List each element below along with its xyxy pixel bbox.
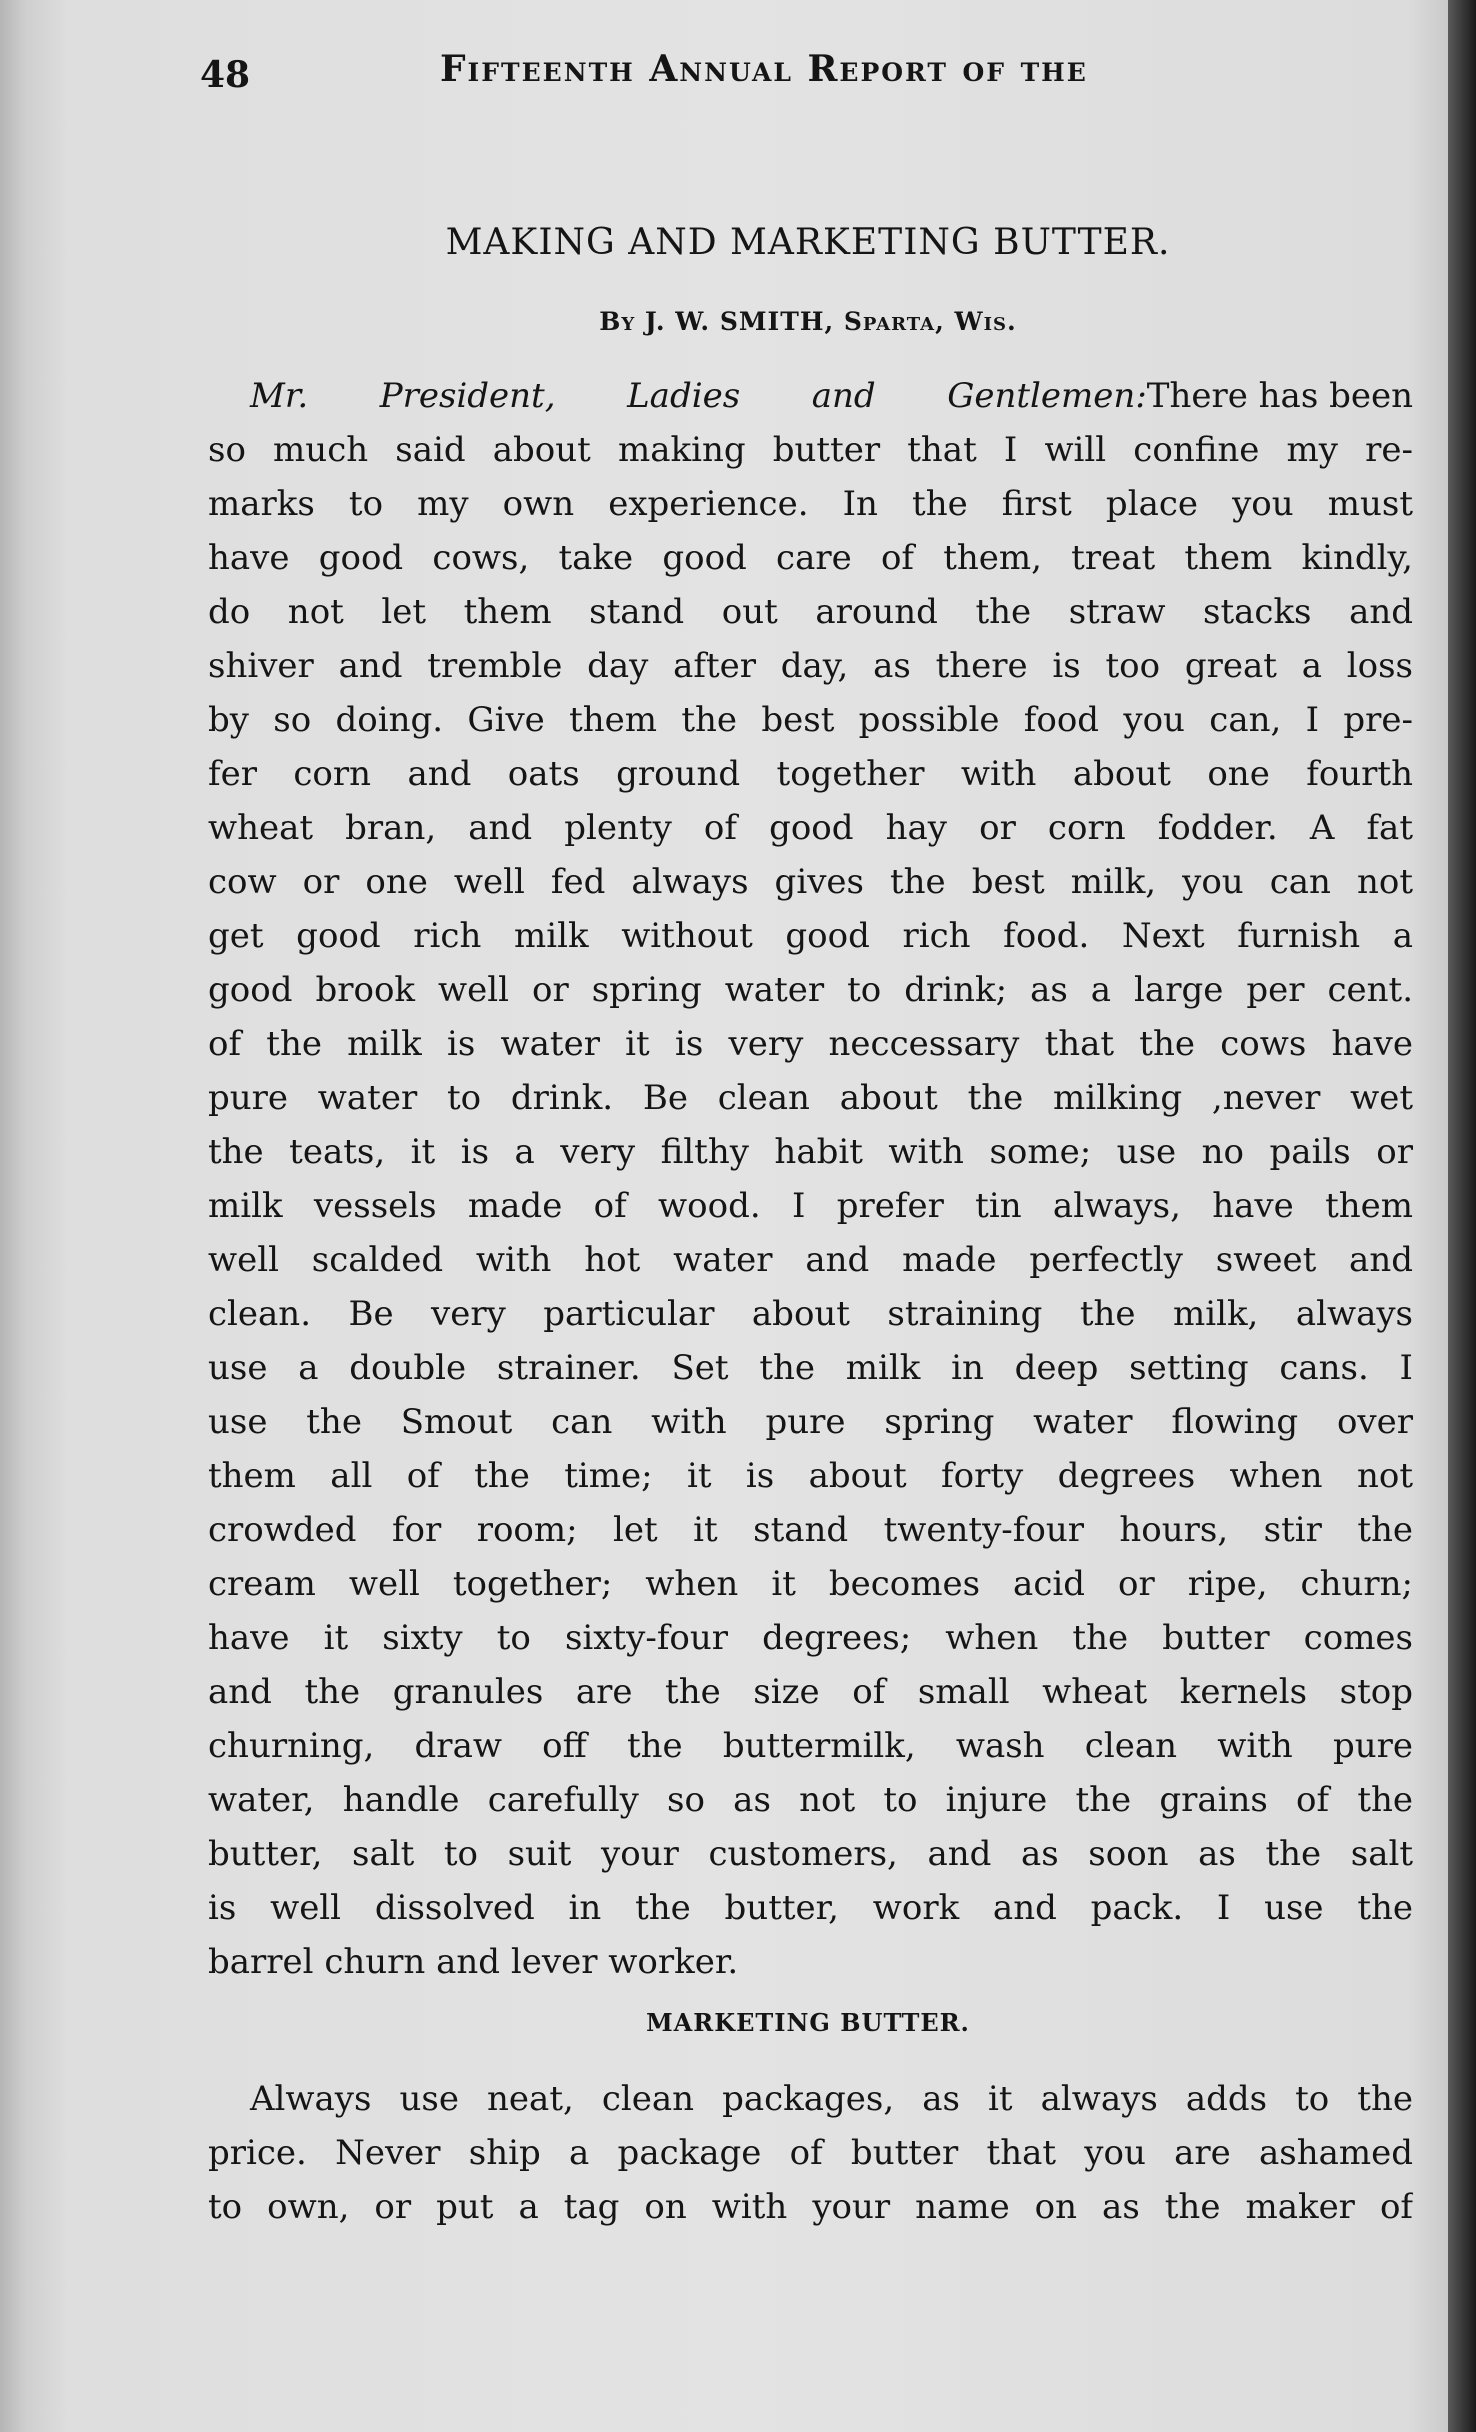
- text-line: cream well together; when it becomes acid or ripe, churn;: [208, 1564, 1413, 1604]
- text-line: them all of the time; it is about forty degrees when not: [208, 1456, 1413, 1496]
- text-line: and the granules are the size of small wheat kernels stop: [208, 1672, 1413, 1712]
- text-line: so much said about making butter that I will confine my re-: [208, 430, 1413, 470]
- text-line: marks to my own experience. In the first place you must: [208, 484, 1413, 524]
- text-line: do not let them stand out around the straw stacks and: [208, 592, 1413, 632]
- text-line: have it sixty to sixty-four degrees; when the butter comes: [208, 1618, 1413, 1658]
- text-line: shiver and tremble day after day, as there is too great a loss: [208, 646, 1413, 686]
- article-title: MAKING AND MARKETING BUTTER.: [445, 222, 1171, 263]
- running-title: Fifteenth Annual Report of the: [440, 48, 1088, 90]
- text-line: clean. Be very particular about straining the milk, always: [208, 1294, 1413, 1334]
- text-line: cow or one well fed always gives the best milk, you can not: [208, 862, 1413, 902]
- text-line: milk vessels made of wood. I prefer tin always, have them: [208, 1186, 1413, 1226]
- text-line: good brook well or spring water to drink; as a large per cent.: [208, 970, 1413, 1010]
- text-line: is well dissolved in the butter, work and pack. I use the: [208, 1888, 1413, 1928]
- text-line: use a double strainer. Set the milk in deep setting cans. I: [208, 1348, 1413, 1388]
- text-line: get good rich milk without good rich food. Next furnish a: [208, 916, 1413, 956]
- text-line: wheat bran, and plenty of good hay or corn fodder. A fat: [208, 808, 1413, 848]
- running-head: [200, 48, 1300, 108]
- text-line: price. Never ship a package of butter that you are ashamed: [208, 2133, 1413, 2173]
- text-line: barrel churn and lever worker.: [208, 1942, 739, 1982]
- text-line: [208, 369, 1413, 423]
- text-line: butter, salt to suit your customers, and as soon as the salt: [208, 1834, 1413, 1874]
- text-line: churning, draw off the buttermilk, wash clean with pure: [208, 1726, 1413, 1766]
- text-line: crowded for room; let it stand twenty-four hours, stir the: [208, 1510, 1413, 1550]
- section-subheading: MARKETING BUTTER.: [646, 2008, 970, 2037]
- text-line: fer corn and oats ground together with about one fourth: [208, 754, 1413, 794]
- text-line: Always use neat, clean packages, as it always adds to the: [250, 2079, 1413, 2119]
- page-right-edge: [1448, 0, 1476, 2432]
- text-line: the teats, it is a very filthy habit with some; use no pails or: [208, 1132, 1413, 1172]
- text-line: of the milk is water it is very neccessary that the cows have: [208, 1024, 1413, 1064]
- text-line: use the Smout can with pure spring water flowing over: [208, 1402, 1413, 1442]
- paragraph-1: [208, 369, 1413, 1989]
- text-line-segment: There has been: [1146, 376, 1413, 416]
- text-line: water, handle carefully so as not to injure the grains of the: [208, 1780, 1413, 1820]
- paragraph-2: [208, 2072, 1413, 2234]
- page-left-edge: [0, 0, 26, 2432]
- article-byline: By J. W. SMITH, Sparta, Wis.: [599, 307, 1017, 336]
- text-line: well scalded with hot water and made perfectly sweet and: [208, 1240, 1413, 1280]
- text-line: have good cows, take good care of them, treat them kindly,: [208, 538, 1413, 578]
- salutation: Mr. President, Ladies and Gentlemen:: [250, 376, 1147, 416]
- text-line: to own, or put a tag on with your name on as the maker of: [208, 2187, 1413, 2227]
- text-line: by so doing. Give them the best possible food you can, I pre-: [208, 700, 1413, 740]
- page-number: 48: [200, 54, 251, 96]
- text-line: pure water to drink. Be clean about the milking ,never wet: [208, 1078, 1413, 1118]
